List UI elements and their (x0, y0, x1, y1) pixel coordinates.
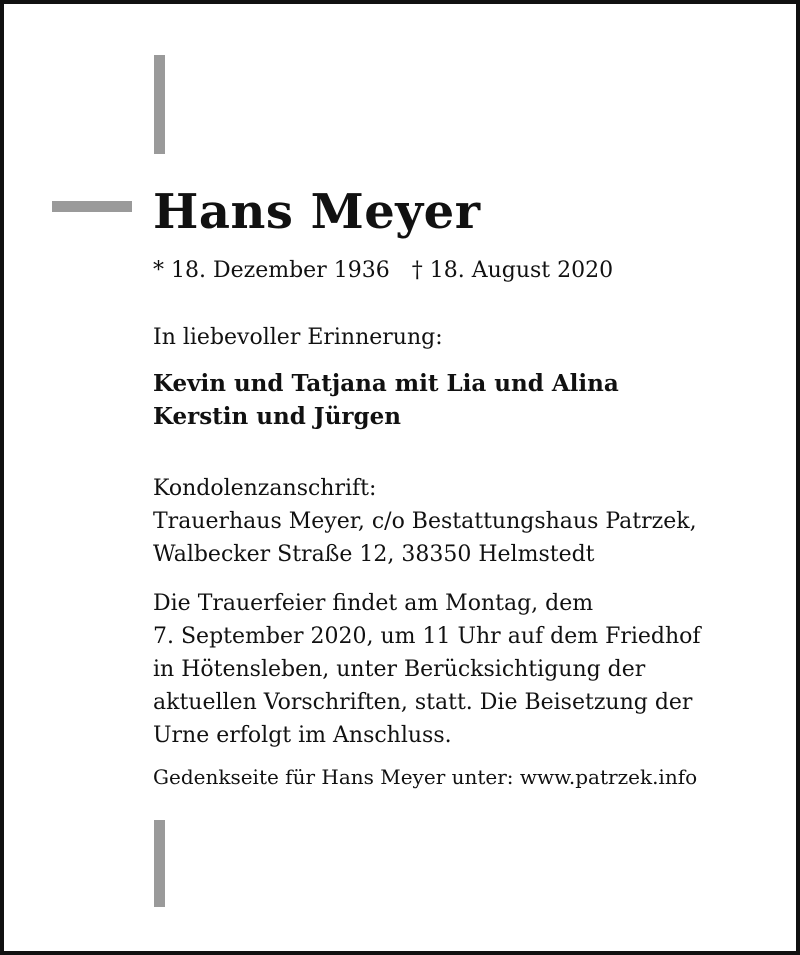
address-line: Trauerhaus Meyer, c/o Bestattungshaus Patrzek, (153, 509, 697, 534)
life-dates (153, 255, 613, 287)
ceremony-line: 7. September 2020, um 11 Uhr auf dem Friedhof (153, 624, 701, 649)
mourners-list (153, 367, 619, 433)
mourner-line: Kevin und Tatjana mit Lia und Alina (153, 370, 619, 397)
death-date: † 18. August 2020 (411, 258, 614, 283)
cross-top-bar (154, 55, 165, 154)
condolence-address (153, 472, 697, 571)
mourner-line: Kerstin und Jürgen (153, 403, 401, 430)
birth-date: * 18. Dezember 1936 (153, 258, 390, 283)
memorial-page-line: Gedenkseite für Hans Meyer unter: www.patrzek.info (153, 765, 698, 789)
cross-left-bar (52, 201, 132, 212)
ceremony-info (153, 587, 701, 752)
ceremony-line: Urne erfolgt im Anschluss. (153, 723, 452, 748)
address-line: Walbecker Straße 12, 38350 Helmstedt (153, 542, 595, 567)
deceased-name: Hans Meyer (153, 184, 481, 240)
address-line: Kondolenzanschrift: (153, 476, 377, 501)
ceremony-line: aktuellen Vorschriften, statt. Die Beisetzung der (153, 690, 693, 715)
intro-text: In liebevoller Erinnerung: (153, 325, 443, 350)
ceremony-line: Die Trauerfeier findet am Montag, dem (153, 591, 594, 616)
cross-bottom-bar (154, 820, 165, 907)
ceremony-line: in Hötensleben, unter Berücksichtigung der (153, 657, 646, 682)
